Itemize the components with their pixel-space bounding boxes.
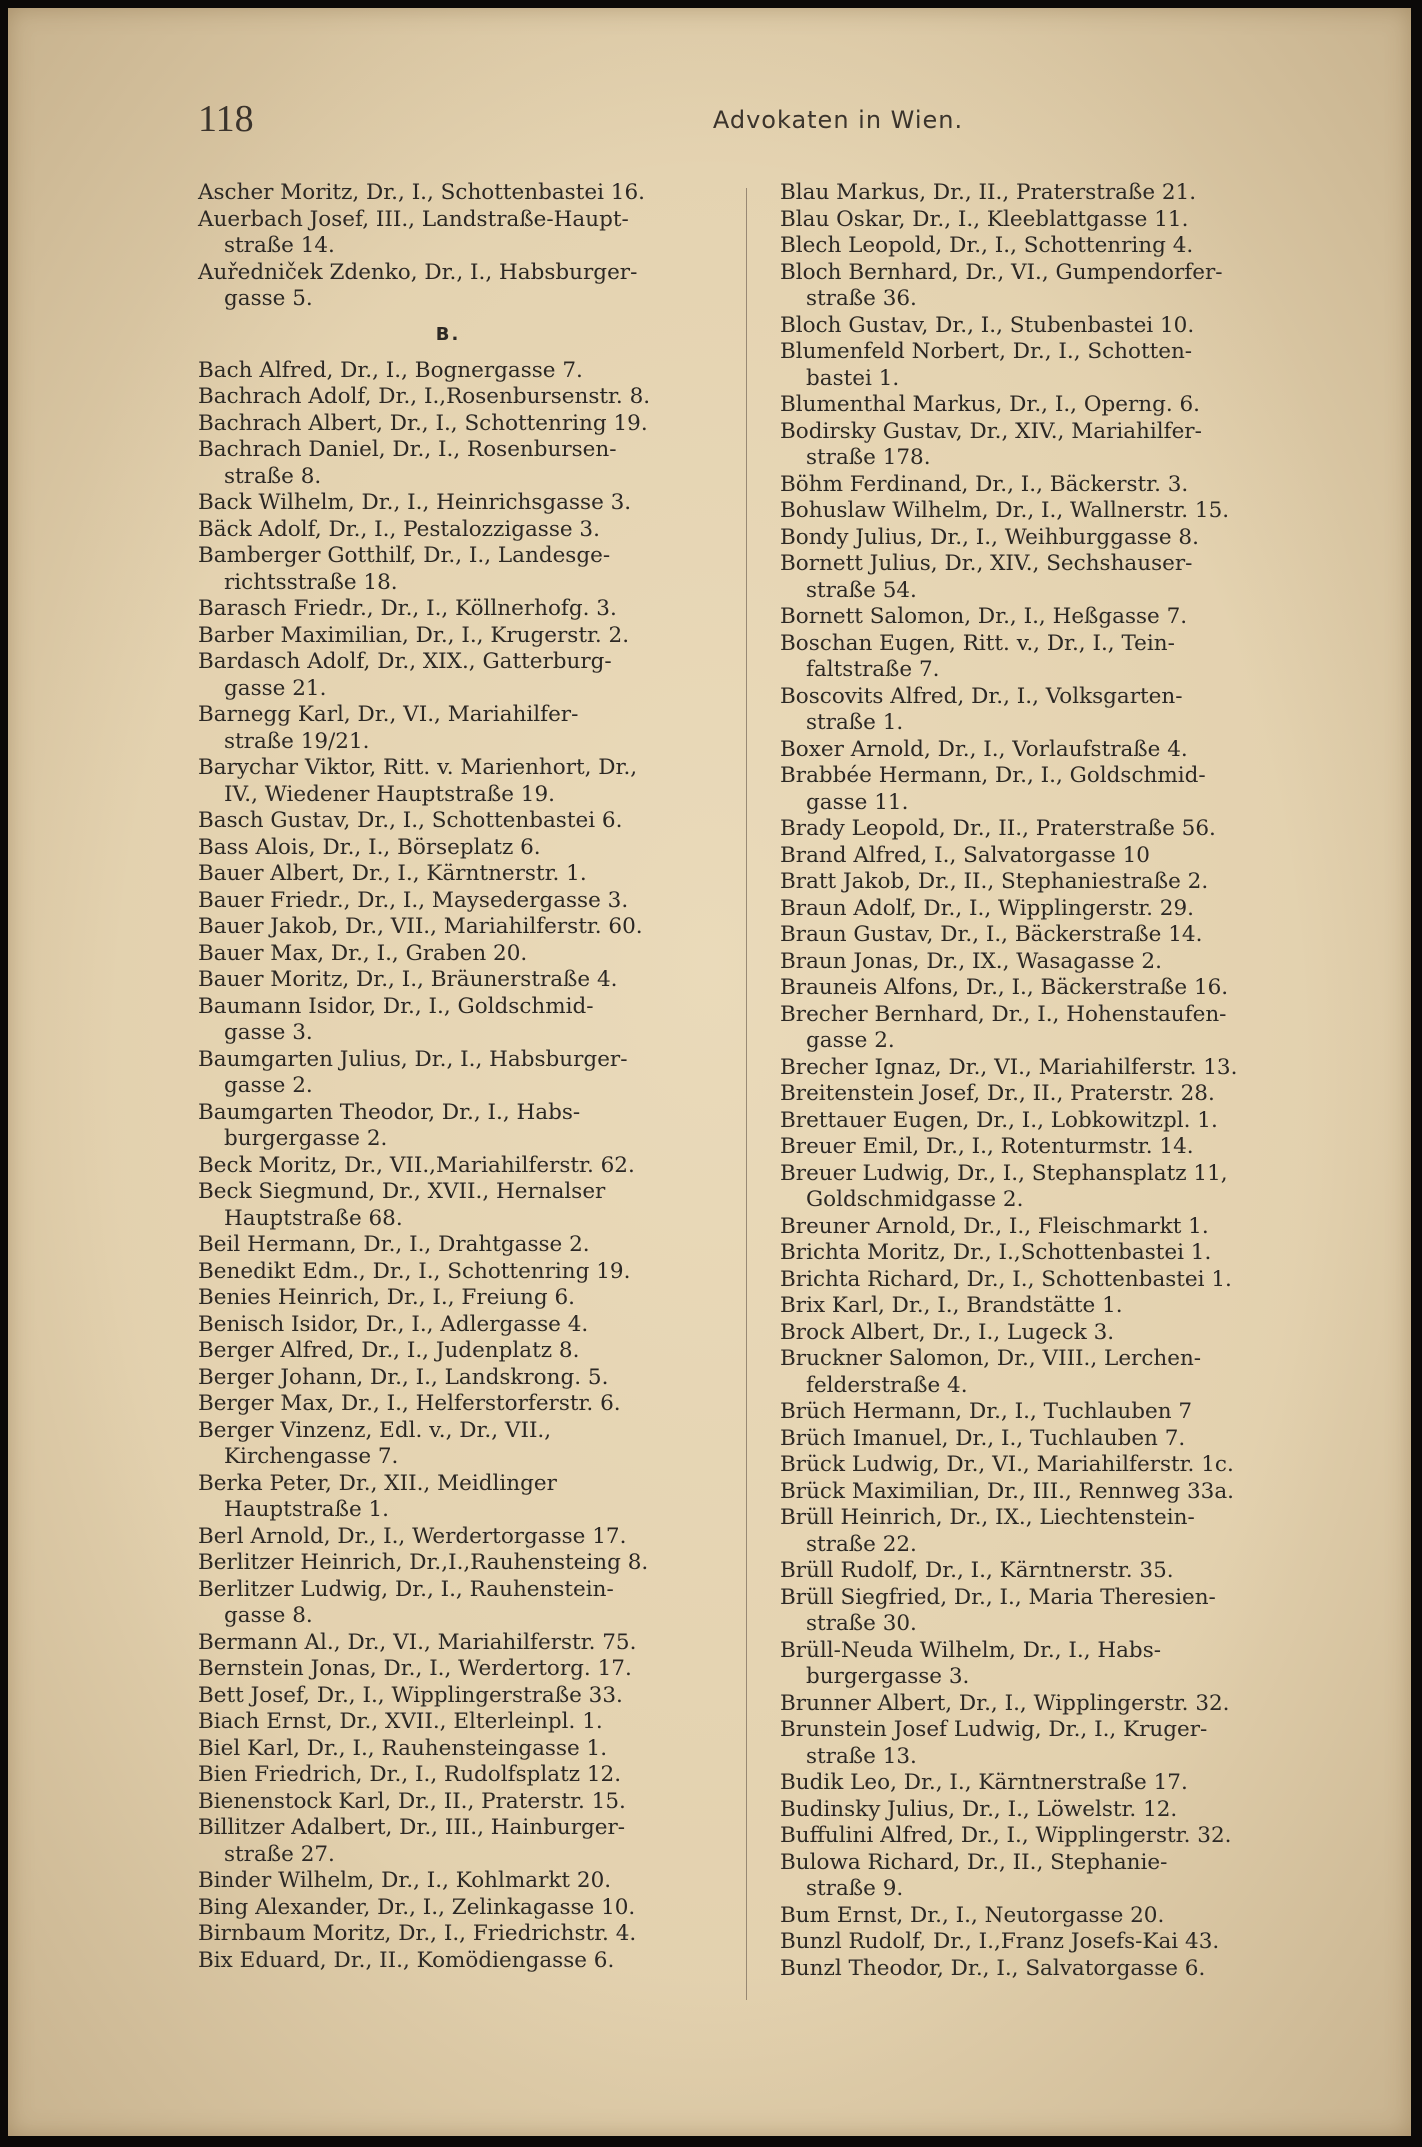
directory-entry bbox=[780, 896, 1320, 923]
directory-entry bbox=[198, 1418, 738, 1471]
entry-continuation: gasse 5. bbox=[224, 286, 313, 311]
entry-line: Bunzl Theodor, Dr., I., Salvatorgasse 6. bbox=[780, 1955, 1206, 1981]
entry-line: Brecher Bernhard, Dr., I., Hohenstaufen- bbox=[780, 1001, 1227, 1027]
directory-entry bbox=[780, 1823, 1320, 1850]
entry-continuation: felderstraße 4. bbox=[806, 1372, 968, 1398]
entry-line: Brüll Heinrich, Dr., IX., Liechtenstein- bbox=[780, 1505, 1195, 1530]
entry-line: Brüch Hermann, Dr., I., Tuchlauben 7 bbox=[780, 1399, 1193, 1424]
entry-line: Biach Ernst, Dr., XVII., Elterleinpl. 1. bbox=[198, 1709, 603, 1734]
directory-entry bbox=[198, 1630, 738, 1657]
directory-entry bbox=[198, 1524, 738, 1551]
directory-entry bbox=[780, 1055, 1320, 1082]
directory-entry bbox=[198, 1550, 738, 1577]
entry-line: Boscovits Alfred, Dr., I., Volksgarten- bbox=[780, 683, 1183, 709]
entry-line: Boschan Eugen, Ritt. v., Dr., I., Tein- bbox=[780, 630, 1175, 656]
directory-entry bbox=[780, 843, 1320, 870]
entry-continuation: straße 178. bbox=[806, 445, 931, 470]
entry-line: Berlitzer Heinrich, Dr.,I.,Rauhensteing 8. bbox=[198, 1550, 649, 1575]
entry-line: Bing Alexander, Dr., I., Zelinkagasse 10. bbox=[198, 1894, 636, 1920]
directory-entry bbox=[198, 1709, 738, 1736]
entry-line: Bloch Bernhard, Dr., VI., Gumpendorfer- bbox=[780, 259, 1223, 285]
entry-line: Bondy Julius, Dr., I., Weihburggasse 8. bbox=[780, 524, 1199, 550]
directory-entry bbox=[780, 551, 1320, 604]
entry-line: Bermann Al., Dr., VI., Mariahilferstr. 75. bbox=[198, 1629, 637, 1655]
directory-entry bbox=[780, 1452, 1320, 1479]
directory-entry bbox=[198, 1391, 738, 1418]
entry-line: Brüll Rudolf, Dr., I., Kärntnerstr. 35. bbox=[780, 1558, 1174, 1583]
entry-continuation: gasse 2. bbox=[806, 1028, 895, 1053]
directory-entry bbox=[198, 1232, 738, 1259]
directory-entry bbox=[780, 180, 1320, 207]
directory-entry bbox=[780, 313, 1320, 340]
entry-line: Bach Alfred, Dr., I., Bognergasse 7. bbox=[198, 357, 583, 383]
directory-entry bbox=[198, 1762, 738, 1789]
entry-line: Benedikt Edm., Dr., I., Schottenring 19. bbox=[198, 1258, 631, 1284]
entry-line: Beck Moritz, Dr., VII.,Mariahilferstr. 62. bbox=[198, 1152, 635, 1178]
entry-line: Breuer Ludwig, Dr., I., Stephansplatz 11, bbox=[780, 1160, 1228, 1186]
directory-entry bbox=[198, 1285, 738, 1312]
entry-continuation: straße 22. bbox=[806, 1531, 917, 1557]
entry-line: Birnbaum Moritz, Dr., I., Friedrichstr. 4. bbox=[198, 1921, 637, 1946]
entry-continuation: straße 13. bbox=[806, 1743, 917, 1769]
directory-entry bbox=[780, 1426, 1320, 1453]
entry-line: Brichta Richard, Dr., I., Schottenbastei 1. bbox=[780, 1266, 1232, 1292]
entry-line: Blau Markus, Dr., II., Praterstraße 21. bbox=[780, 180, 1197, 205]
directory-entry bbox=[780, 1638, 1320, 1691]
directory-entry bbox=[198, 755, 738, 808]
directory-entry bbox=[198, 1948, 738, 1975]
directory-entry bbox=[198, 1736, 738, 1763]
entry-continuation: straße 54. bbox=[806, 577, 917, 603]
entry-continuation: Hauptstraße 68. bbox=[224, 1205, 403, 1231]
entry-continuation: straße 14. bbox=[224, 233, 335, 258]
entry-line: Brunner Albert, Dr., I., Wipplingerstr. 32. bbox=[780, 1690, 1230, 1716]
entry-continuation: faltstraße 7. bbox=[806, 657, 940, 682]
entry-continuation: straße 8. bbox=[224, 463, 322, 489]
entry-line: Blech Leopold, Dr., I., Schottenring 4. bbox=[780, 233, 1194, 258]
directory-entry bbox=[198, 1312, 738, 1339]
entry-line: Bauer Moritz, Dr., I., Bräunerstraße 4. bbox=[198, 967, 618, 992]
directory-entry bbox=[780, 207, 1320, 234]
entry-line: Biel Karl, Dr., I., Rauhensteingasse 1. bbox=[198, 1735, 608, 1761]
entry-line: Brady Leopold, Dr., II., Praterstraße 56. bbox=[780, 816, 1216, 841]
column-divider bbox=[746, 188, 747, 2000]
directory-entry bbox=[780, 472, 1320, 499]
entry-line: Breuner Arnold, Dr., I., Fleischmarkt 1. bbox=[780, 1213, 1209, 1239]
entry-line: Benisch Isidor, Dr., I., Adlergasse 4. bbox=[198, 1311, 589, 1337]
entry-line: Bachrach Albert, Dr., I., Schottenring 19. bbox=[198, 410, 648, 436]
directory-entry bbox=[780, 737, 1320, 764]
entry-continuation: Kirchengasse 7. bbox=[224, 1444, 399, 1469]
directory-entry bbox=[198, 1815, 738, 1868]
directory-entry bbox=[198, 1577, 738, 1630]
entry-line: Bien Friedrich, Dr., I., Rudolfsplatz 12. bbox=[198, 1762, 622, 1787]
directory-entry bbox=[198, 384, 738, 411]
entry-line: Brüll Siegfried, Dr., I., Maria Theresien- bbox=[780, 1584, 1216, 1610]
directory-entry bbox=[198, 490, 738, 517]
entry-line: Berger Vinzenz, Edl. v., Dr., VII., bbox=[198, 1417, 552, 1443]
directory-entry bbox=[198, 994, 738, 1047]
directory-entry bbox=[780, 1585, 1320, 1638]
directory-entry bbox=[198, 207, 738, 260]
entry-line: Brock Albert, Dr., I., Lugeck 3. bbox=[780, 1319, 1115, 1345]
entry-line: Brauneis Alfons, Dr., I., Bäckerstraße 16. bbox=[780, 975, 1229, 1000]
entry-line: Breitenstein Josef, Dr., II., Praterstr. 28. bbox=[780, 1081, 1215, 1106]
directory-entry bbox=[198, 1100, 738, 1153]
entry-continuation: gasse 21. bbox=[224, 675, 327, 701]
directory-entry bbox=[198, 358, 738, 385]
directory-entry bbox=[198, 1683, 738, 1710]
directory-entry bbox=[198, 1047, 738, 1100]
entry-line: Basch Gustav, Dr., I., Schottenbastei 6. bbox=[198, 808, 623, 833]
entry-line: Brück Maximilian, Dr., III., Rennweg 33a. bbox=[780, 1478, 1234, 1504]
entry-continuation: gasse 8. bbox=[224, 1603, 313, 1628]
entry-line: Blau Oskar, Dr., I., Kleeblattgasse 11. bbox=[780, 206, 1189, 232]
directory-entry bbox=[780, 1505, 1320, 1558]
directory-entry bbox=[780, 684, 1320, 737]
entry-line: Brecher Ignaz, Dr., VI., Mariahilferstr. 13. bbox=[780, 1054, 1238, 1080]
entry-line: Brichta Moritz, Dr., I.,Schottenbastei 1. bbox=[780, 1240, 1212, 1265]
directory-entry bbox=[198, 1153, 738, 1180]
entry-continuation: gasse 3. bbox=[224, 1020, 313, 1045]
entry-line: Brüch Imanuel, Dr., I., Tuchlauben 7. bbox=[780, 1425, 1186, 1451]
entry-line: Breuer Emil, Dr., I., Rotenturmstr. 14. bbox=[780, 1134, 1194, 1159]
directory-entry bbox=[198, 411, 738, 438]
directory-entry bbox=[198, 1868, 738, 1895]
entry-line: Binder Wilhelm, Dr., I., Kohlmarkt 20. bbox=[198, 1868, 612, 1893]
directory-entry bbox=[198, 967, 738, 994]
entry-continuation: burgergasse 3. bbox=[806, 1664, 970, 1689]
entry-line: Berger Max, Dr., I., Helferstorferstr. 6. bbox=[198, 1391, 621, 1416]
directory-entry bbox=[198, 914, 738, 941]
directory-entry bbox=[198, 1789, 738, 1816]
directory-entry bbox=[780, 1479, 1320, 1506]
directory-entry bbox=[780, 949, 1320, 976]
directory-entry bbox=[780, 498, 1320, 525]
directory-entry bbox=[780, 869, 1320, 896]
entry-line: Auředniček Zdenko, Dr., I., Habsburger- bbox=[198, 259, 638, 285]
directory-entry bbox=[780, 1214, 1320, 1241]
directory-entry bbox=[780, 1108, 1320, 1135]
directory-entry bbox=[780, 1134, 1320, 1161]
entry-continuation: IV., Wiedener Hauptstraße 19. bbox=[224, 781, 555, 807]
entry-line: Bauer Friedr., Dr., I., Maysedergasse 3. bbox=[198, 887, 629, 913]
directory-entry bbox=[780, 1797, 1320, 1824]
entry-line: Bratt Jakob, Dr., II., Stephaniestraße 2. bbox=[780, 869, 1209, 894]
section-heading: B. bbox=[435, 323, 461, 345]
entry-line: Barasch Friedr., Dr., I., Köllnerhofg. 3. bbox=[198, 596, 617, 621]
directory-entry bbox=[780, 1161, 1320, 1214]
entry-continuation: burgergasse 2. bbox=[224, 1126, 388, 1151]
entry-line: Brabbée Hermann, Dr., I., Goldschmid- bbox=[780, 763, 1206, 788]
directory-entry bbox=[198, 596, 738, 623]
directory-entry bbox=[780, 1346, 1320, 1399]
entry-line: Berka Peter, Dr., XII., Meidlinger bbox=[198, 1470, 557, 1496]
entry-line: Bass Alois, Dr., I., Börseplatz 6. bbox=[198, 834, 541, 860]
entry-line: Brand Alfred, I., Salvatorgasse 10 bbox=[780, 842, 1150, 868]
entry-line: Bauer Jakob, Dr., VII., Mariahilferstr. 60. bbox=[198, 914, 643, 939]
entry-line: Braun Jonas, Dr., IX., Wasagasse 2. bbox=[780, 948, 1162, 974]
entry-continuation: gasse 11. bbox=[806, 789, 909, 815]
directory-entry bbox=[198, 437, 738, 490]
entry-line: Bloch Gustav, Dr., I., Stubenbastei 10. bbox=[780, 312, 1195, 338]
directory-entry bbox=[198, 1179, 738, 1232]
entry-line: Budinsky Julius, Dr., I., Löwelstr. 12. bbox=[780, 1796, 1178, 1822]
entry-line: Baumgarten Julius, Dr., I., Habsburger- bbox=[198, 1046, 628, 1072]
directory-entry bbox=[198, 941, 738, 968]
directory-entry bbox=[780, 1002, 1320, 1055]
directory-entry bbox=[198, 1365, 738, 1392]
directory-entry bbox=[780, 1770, 1320, 1797]
entry-line: Barychar Viktor, Ritt. v. Marienhort, Dr., bbox=[198, 755, 638, 780]
directory-entry bbox=[198, 517, 738, 544]
directory-entry bbox=[198, 543, 738, 596]
entry-continuation: straße 1. bbox=[806, 710, 904, 735]
entry-line: Blumenfeld Norbert, Dr., I., Schotten- bbox=[780, 339, 1193, 364]
entry-line: Ascher Moritz, Dr., I., Schottenbastei 16. bbox=[198, 180, 645, 205]
entry-line: Beck Siegmund, Dr., XVII., Hernalser bbox=[198, 1179, 606, 1204]
directory-entry bbox=[198, 861, 738, 888]
entry-continuation: straße 27. bbox=[224, 1841, 335, 1867]
entry-line: Berger Johann, Dr., I., Landskrong. 5. bbox=[198, 1364, 609, 1390]
entry-line: Auerbach Josef, III., Landstraße-Haupt- bbox=[198, 206, 629, 232]
directory-entry bbox=[780, 1081, 1320, 1108]
entry-line: Back Wilhelm, Dr., I., Heinrichsgasse 3. bbox=[198, 490, 632, 515]
entry-line: Bäck Adolf, Dr., I., Pestalozzigasse 3. bbox=[198, 516, 600, 542]
entry-continuation: bastei 1. bbox=[806, 365, 900, 391]
page-number: 118 bbox=[198, 98, 254, 140]
entry-line: Bunzl Rudolf, Dr., I.,Franz Josefs-Kai 43. bbox=[780, 1929, 1220, 1954]
directory-entry bbox=[780, 975, 1320, 1002]
directory-entry bbox=[198, 702, 738, 755]
directory-entry bbox=[780, 604, 1320, 631]
running-title: Advokaten in Wien. bbox=[712, 106, 964, 134]
directory-entry bbox=[198, 1338, 738, 1365]
directory-entry bbox=[780, 392, 1320, 419]
entry-continuation: richtsstraße 18. bbox=[224, 569, 398, 595]
entry-line: Bix Eduard, Dr., II., Komödiengasse 6. bbox=[198, 1947, 615, 1973]
entry-continuation: gasse 2. bbox=[224, 1073, 313, 1098]
entry-line: Baumann Isidor, Dr., I., Goldschmid- bbox=[198, 993, 594, 1019]
directory-entry bbox=[780, 1320, 1320, 1347]
directory-entry bbox=[780, 260, 1320, 313]
entry-line: Bienenstock Karl, Dr., II., Praterstr. 15. bbox=[198, 1788, 626, 1814]
entry-continuation: straße 19/21. bbox=[224, 728, 370, 754]
entry-line: Bachrach Daniel, Dr., I., Rosenbursen- bbox=[198, 437, 617, 462]
directory-entry bbox=[198, 623, 738, 650]
directory-entry bbox=[198, 1895, 738, 1922]
directory-entry bbox=[780, 1903, 1320, 1930]
entry-line: Braun Gustav, Dr., I., Bäckerstraße 14. bbox=[780, 922, 1203, 947]
entry-line: Brunstein Josef Ludwig, Dr., I., Kruger- bbox=[780, 1717, 1208, 1742]
entry-line: Benies Heinrich, Dr., I., Freiung 6. bbox=[198, 1285, 575, 1310]
directory-entry bbox=[780, 419, 1320, 472]
entry-line: Bodirsky Gustav, Dr., XIV., Mariahilfer- bbox=[780, 418, 1202, 444]
directory-entry bbox=[198, 888, 738, 915]
entry-line: Berger Alfred, Dr., I., Judenplatz 8. bbox=[198, 1338, 580, 1363]
entry-line: Berlitzer Ludwig, Dr., I., Rauhenstein- bbox=[198, 1576, 614, 1602]
entry-line: Bauer Max, Dr., I., Graben 20. bbox=[198, 940, 528, 966]
entry-line: Bohuslaw Wilhelm, Dr., I., Wallnerstr. 15. bbox=[780, 498, 1230, 523]
entry-line: Bamberger Gotthilf, Dr., I., Landesge- bbox=[198, 543, 611, 568]
entry-line: Böhm Ferdinand, Dr., I., Bäckerstr. 3. bbox=[780, 471, 1189, 497]
entry-line: Braun Adolf, Dr., I., Wipplingerstr. 29. bbox=[780, 895, 1194, 921]
directory-entry bbox=[780, 233, 1320, 260]
entry-line: Bulowa Richard, Dr., II., Stephanie- bbox=[780, 1849, 1168, 1875]
directory-entry bbox=[780, 1293, 1320, 1320]
directory-entry bbox=[780, 1558, 1320, 1585]
directory-entry bbox=[780, 1240, 1320, 1267]
directory-entry bbox=[780, 525, 1320, 552]
directory-entry bbox=[780, 1399, 1320, 1426]
entry-line: Beil Hermann, Dr., I., Drahtgasse 2. bbox=[198, 1232, 590, 1257]
directory-entry bbox=[198, 1259, 738, 1286]
directory-entry bbox=[198, 1921, 738, 1948]
directory-entry bbox=[780, 1956, 1320, 1983]
directory-entry bbox=[198, 1471, 738, 1524]
directory-entry bbox=[198, 835, 738, 862]
entry-line: Budik Leo, Dr., I., Kärntnerstraße 17. bbox=[780, 1770, 1188, 1795]
entry-line: Brück Ludwig, Dr., VI., Mariahilferstr. 1c. bbox=[780, 1452, 1234, 1477]
entry-continuation: straße 9. bbox=[806, 1876, 904, 1901]
entry-line: Bardasch Adolf, Dr., XIX., Gatterburg- bbox=[198, 649, 612, 674]
entry-line: Bachrach Adolf, Dr., I.,Rosenbursenstr. 8. bbox=[198, 384, 651, 409]
entry-line: Boxer Arnold, Dr., I., Vorlaufstraße 4. bbox=[780, 736, 1188, 762]
directory-entry bbox=[198, 808, 738, 835]
entry-line: Bruckner Salomon, Dr., VIII., Lerchen- bbox=[780, 1346, 1202, 1371]
entry-line: Blumenthal Markus, Dr., I., Operng. 6. bbox=[780, 392, 1201, 417]
right-column bbox=[780, 180, 1320, 1982]
entry-line: Bum Ernst, Dr., I., Neutorgasse 20. bbox=[780, 1902, 1165, 1928]
entry-continuation: straße 36. bbox=[806, 286, 917, 311]
directory-entry bbox=[780, 763, 1320, 816]
entry-line: Baumgarten Theodor, Dr., I., Habs- bbox=[198, 1099, 581, 1125]
directory-entry bbox=[780, 339, 1320, 392]
page-header bbox=[198, 92, 1308, 152]
directory-entry bbox=[780, 1267, 1320, 1294]
entry-line: Brix Karl, Dr., I., Brandstätte 1. bbox=[780, 1293, 1123, 1318]
directory-entry bbox=[198, 1656, 738, 1683]
entry-continuation: straße 30. bbox=[806, 1611, 917, 1636]
entry-line: Buffulini Alfred, Dr., I., Wipplingerstr. 32. bbox=[780, 1823, 1232, 1848]
directory-page bbox=[8, 8, 1411, 2136]
entry-line: Bauer Albert, Dr., I., Kärntnerstr. 1. bbox=[198, 861, 587, 886]
directory-entry bbox=[198, 260, 738, 313]
directory-entry bbox=[780, 1717, 1320, 1770]
directory-entry bbox=[780, 816, 1320, 843]
entry-line: Brüll-Neuda Wilhelm, Dr., I., Habs- bbox=[780, 1637, 1161, 1663]
left-column bbox=[198, 180, 738, 1974]
entry-continuation: Goldschmidgasse 2. bbox=[806, 1187, 1024, 1212]
directory-entry bbox=[780, 1691, 1320, 1718]
entry-line: Berl Arnold, Dr., I., Werdertorgasse 17. bbox=[198, 1523, 627, 1549]
directory-entry bbox=[780, 631, 1320, 684]
directory-entry bbox=[198, 180, 738, 207]
entry-line: Barnegg Karl, Dr., VI., Mariahilfer- bbox=[198, 702, 579, 727]
entry-line: Bornett Salomon, Dr., I., Heßgasse 7. bbox=[780, 604, 1188, 629]
entry-continuation: Hauptstraße 1. bbox=[224, 1497, 390, 1522]
entry-line: Bornett Julius, Dr., XIV., Sechshauser- bbox=[780, 551, 1193, 576]
entry-line: Brettauer Eugen, Dr., I., Lobkowitzpl. 1. bbox=[780, 1107, 1218, 1133]
entry-line: Bett Josef, Dr., I., Wipplingerstraße 33. bbox=[198, 1682, 623, 1708]
entry-line: Billitzer Adalbert, Dr., III., Hainburger- bbox=[198, 1815, 626, 1840]
entry-line: Bernstein Jonas, Dr., I., Werdertorg. 17. bbox=[198, 1656, 632, 1681]
directory-entry bbox=[780, 922, 1320, 949]
directory-entry bbox=[780, 1929, 1320, 1956]
directory-entry bbox=[780, 1850, 1320, 1903]
entry-line: Barber Maximilian, Dr., I., Krugerstr. 2. bbox=[198, 622, 630, 648]
directory-entry bbox=[198, 649, 738, 702]
